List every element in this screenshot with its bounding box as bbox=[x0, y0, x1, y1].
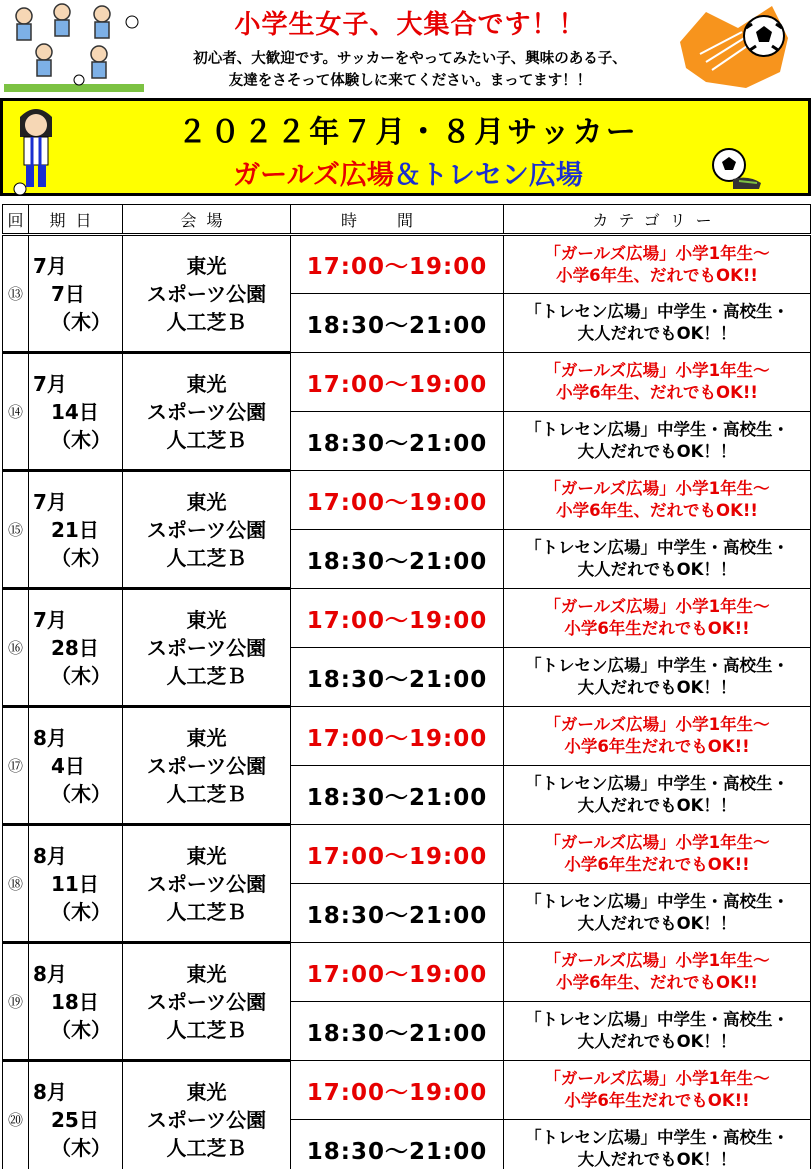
venue-cell bbox=[123, 1061, 291, 1169]
soccer-ball-illustration bbox=[676, 2, 798, 94]
venue-line-1: 東光 bbox=[186, 489, 227, 514]
venue-line-3: 人工芝Ｂ bbox=[166, 427, 247, 452]
time-tracen: 18:30～21:00 bbox=[291, 1002, 504, 1061]
venue-line-2: スポーツ公園 bbox=[146, 989, 267, 1014]
venue-line-1: 東光 bbox=[186, 1079, 227, 1104]
date-weekday: （木） bbox=[51, 427, 111, 452]
date-day: 11日 bbox=[51, 871, 99, 896]
venue-line-1: 東光 bbox=[186, 961, 227, 986]
time-girls: 17:00～19:00 bbox=[291, 707, 504, 766]
category-girls-line-2: 小学6年生だれでもOK!! bbox=[564, 619, 750, 638]
venue-line-1: 東光 bbox=[186, 253, 227, 278]
time-tracen: 18:30～21:00 bbox=[291, 766, 504, 825]
round-number: ⑯ bbox=[3, 589, 29, 707]
category-girls-line-1: 「ガールズ広場」小学1年生～ bbox=[544, 243, 770, 263]
category-tracen bbox=[504, 412, 811, 471]
venue-line-1: 東光 bbox=[186, 725, 227, 750]
category-girls-line-1: 「ガールズ広場」小学1年生～ bbox=[544, 833, 770, 852]
category-girls bbox=[504, 235, 811, 294]
venue-cell bbox=[123, 825, 291, 943]
date-cell bbox=[29, 235, 123, 353]
date-cell bbox=[29, 707, 123, 825]
title-banner bbox=[0, 98, 811, 196]
category-tracen bbox=[504, 530, 811, 589]
category-girls-line-1: 「ガールズ広場」小学1年生～ bbox=[544, 715, 770, 734]
headline: 小学生女子、大集合です！！ bbox=[234, 10, 586, 40]
time-tracen: 18:30～21:00 bbox=[291, 884, 504, 943]
time-girls: 17:00～19:00 bbox=[291, 235, 504, 294]
date-weekday: （木） bbox=[51, 1017, 111, 1042]
header-date: 期日 bbox=[29, 205, 123, 235]
category-girls-line-1: 「ガールズ広場」小学1年生～ bbox=[544, 361, 770, 380]
venue-line-3: 人工芝Ｂ bbox=[166, 309, 247, 334]
venue-line-1: 東光 bbox=[186, 371, 227, 396]
time-tracen: 18:30～21:00 bbox=[291, 648, 504, 707]
category-girls bbox=[504, 589, 811, 648]
category-tracen bbox=[504, 1002, 811, 1061]
table-row bbox=[3, 353, 811, 412]
category-girls-line-1: 「ガールズ広場」小学1年生～ bbox=[544, 951, 770, 970]
category-girls bbox=[504, 707, 811, 766]
date-day: 21日 bbox=[51, 517, 99, 542]
date-cell bbox=[29, 1061, 123, 1169]
schedule-table bbox=[2, 204, 811, 1169]
time-girls: 17:00～19:00 bbox=[291, 825, 504, 884]
category-tracen-line-2: 大人だれでもOK！！ bbox=[577, 560, 737, 579]
category-tracen bbox=[504, 884, 811, 943]
venue-line-2: スポーツ公園 bbox=[146, 871, 267, 896]
category-girls bbox=[504, 471, 811, 530]
date-weekday: （木） bbox=[51, 781, 111, 806]
table-row bbox=[3, 589, 811, 648]
category-girls bbox=[504, 943, 811, 1002]
category-tracen-line-2: 大人だれでもOK！！ bbox=[577, 678, 737, 697]
subtitle-amp: ＆ bbox=[393, 160, 421, 191]
time-girls: 17:00～19:00 bbox=[291, 943, 504, 1002]
table-row bbox=[3, 707, 811, 766]
date-day: 28日 bbox=[51, 635, 99, 660]
subtitle-tracen: トレセン広場 bbox=[420, 160, 583, 191]
venue-line-3: 人工芝Ｂ bbox=[166, 899, 247, 924]
date-weekday: （木） bbox=[51, 663, 111, 688]
date-month: 8月 bbox=[33, 843, 67, 868]
category-tracen-line-2: 大人だれでもOK！！ bbox=[577, 1150, 737, 1169]
venue-cell bbox=[123, 589, 291, 707]
category-girls-line-1: 「ガールズ広場」小学1年生～ bbox=[544, 597, 770, 616]
category-girls bbox=[504, 1061, 811, 1120]
date-day: 18日 bbox=[51, 989, 99, 1014]
round-number: ⑭ bbox=[3, 353, 29, 471]
time-girls: 17:00～19:00 bbox=[291, 589, 504, 648]
venue-line-1: 東光 bbox=[186, 607, 227, 632]
category-girls bbox=[504, 825, 811, 884]
banner-title: ２０２２年７月・８月サッカー bbox=[177, 115, 639, 150]
intro-line-1: 初心者、大歓迎です。サッカーをやってみたい子、興味のある子、 bbox=[193, 51, 627, 67]
date-day: 4日 bbox=[51, 753, 85, 778]
date-day: 14日 bbox=[51, 399, 99, 424]
date-weekday: （木） bbox=[51, 899, 111, 924]
venue-line-3: 人工芝Ｂ bbox=[166, 1135, 247, 1160]
venue-line-2: スポーツ公園 bbox=[146, 635, 267, 660]
category-tracen bbox=[504, 294, 811, 353]
venue-line-2: スポーツ公園 bbox=[146, 399, 267, 424]
date-month: 7月 bbox=[33, 253, 67, 278]
time-girls: 17:00～19:00 bbox=[291, 1061, 504, 1120]
category-girls-line-2: 小学6年生だれでもOK!! bbox=[564, 1091, 750, 1110]
category-girls-line-2: 小学6年生、だれでもOK!! bbox=[556, 265, 758, 285]
table-row bbox=[3, 235, 811, 294]
venue-line-3: 人工芝Ｂ bbox=[166, 1017, 247, 1042]
category-girls-line-1: 「ガールズ広場」小学1年生～ bbox=[544, 479, 770, 498]
intro-text bbox=[150, 48, 670, 92]
venue-line-2: スポーツ公園 bbox=[146, 517, 267, 542]
venue-cell bbox=[123, 943, 291, 1061]
time-girls: 17:00～19:00 bbox=[291, 353, 504, 412]
date-cell bbox=[29, 825, 123, 943]
category-tracen-line-2: 大人だれでもOK！！ bbox=[577, 324, 737, 343]
date-weekday: （木） bbox=[51, 545, 111, 570]
category-tracen-line-1: 「トレセン広場」中学生・高校生・ bbox=[525, 774, 789, 793]
subtitle-girls: ガールズ広場 bbox=[233, 160, 394, 191]
category-tracen-line-1: 「トレセン広場」中学生・高校生・ bbox=[525, 302, 789, 321]
intro-line-2: 友達をさそって体験しに来てください。まってます！！ bbox=[228, 73, 592, 89]
venue-line-2: スポーツ公園 bbox=[146, 281, 267, 306]
category-tracen-line-2: 大人だれでもOK！！ bbox=[577, 1032, 737, 1051]
round-number: ⑰ bbox=[3, 707, 29, 825]
round-number: ⑮ bbox=[3, 471, 29, 589]
date-cell bbox=[29, 353, 123, 471]
header bbox=[0, 0, 811, 98]
category-tracen-line-1: 「トレセン広場」中学生・高校生・ bbox=[525, 538, 789, 557]
category-girls-line-2: 小学6年生だれでもOK!! bbox=[564, 855, 750, 874]
date-cell bbox=[29, 471, 123, 589]
schedule-body bbox=[3, 235, 811, 1169]
date-day: 7日 bbox=[51, 281, 85, 306]
venue-line-3: 人工芝Ｂ bbox=[166, 781, 247, 806]
date-month: 7月 bbox=[33, 489, 67, 514]
banner-subtitle bbox=[83, 153, 733, 192]
category-tracen-line-1: 「トレセン広場」中学生・高校生・ bbox=[525, 892, 789, 911]
category-girls-line-2: 小学6年生、だれでもOK!! bbox=[556, 383, 758, 402]
category-girls bbox=[504, 353, 811, 412]
date-weekday: （木） bbox=[51, 1135, 111, 1160]
time-tracen: 18:30～21:00 bbox=[291, 530, 504, 589]
venue-cell bbox=[123, 471, 291, 589]
header-time: 時間 bbox=[291, 205, 504, 235]
venue-line-3: 人工芝Ｂ bbox=[166, 545, 247, 570]
date-cell bbox=[29, 589, 123, 707]
venue-cell bbox=[123, 353, 291, 471]
category-tracen-line-1: 「トレセン広場」中学生・高校生・ bbox=[525, 1128, 789, 1147]
category-tracen-line-1: 「トレセン広場」中学生・高校生・ bbox=[525, 1010, 789, 1029]
time-tracen: 18:30～21:00 bbox=[291, 412, 504, 471]
table-row bbox=[3, 943, 811, 1002]
table-row bbox=[3, 825, 811, 884]
header-round: 回 bbox=[3, 205, 29, 235]
category-tracen bbox=[504, 648, 811, 707]
time-tracen: 18:30～21:00 bbox=[291, 294, 504, 353]
venue-line-1: 東光 bbox=[186, 843, 227, 868]
category-girls-line-2: 小学6年生だれでもOK!! bbox=[564, 737, 750, 756]
date-month: 7月 bbox=[33, 371, 67, 396]
category-tracen-line-2: 大人だれでもOK！！ bbox=[577, 914, 737, 933]
header-category: カテゴリー bbox=[504, 205, 811, 235]
date-month: 8月 bbox=[33, 725, 67, 750]
category-girls-line-2: 小学6年生、だれでもOK!! bbox=[556, 973, 758, 992]
table-row bbox=[3, 1061, 811, 1120]
date-cell bbox=[29, 943, 123, 1061]
category-girls-line-1: 「ガールズ広場」小学1年生～ bbox=[544, 1069, 770, 1088]
date-month: 8月 bbox=[33, 961, 67, 986]
category-tracen-line-1: 「トレセン広場」中学生・高校生・ bbox=[525, 656, 789, 675]
venue-cell bbox=[123, 707, 291, 825]
venue-line-2: スポーツ公園 bbox=[146, 1107, 267, 1132]
round-number: ⑳ bbox=[3, 1061, 29, 1169]
round-number: ⑲ bbox=[3, 943, 29, 1061]
time-girls: 17:00～19:00 bbox=[291, 471, 504, 530]
time-tracen: 18:30～21:00 bbox=[291, 1120, 504, 1169]
venue-line-2: スポーツ公園 bbox=[146, 753, 267, 778]
kids-playing-soccer-illustration bbox=[4, 2, 144, 94]
category-girls-line-2: 小学6年生、だれでもOK!! bbox=[556, 501, 758, 520]
round-number: ⑬ bbox=[3, 235, 29, 353]
category-tracen bbox=[504, 766, 811, 825]
header-venue: 会場 bbox=[123, 205, 291, 235]
round-number: ⑱ bbox=[3, 825, 29, 943]
category-tracen bbox=[504, 1120, 811, 1169]
date-month: 7月 bbox=[33, 607, 67, 632]
date-month: 8月 bbox=[33, 1079, 67, 1104]
table-row bbox=[3, 471, 811, 530]
venue-cell bbox=[123, 235, 291, 353]
date-day: 25日 bbox=[51, 1107, 99, 1132]
category-tracen-line-1: 「トレセン広場」中学生・高校生・ bbox=[525, 420, 789, 439]
date-weekday: （木） bbox=[51, 309, 111, 334]
venue-line-3: 人工芝Ｂ bbox=[166, 663, 247, 688]
table-header-row bbox=[3, 205, 811, 235]
soccer-ball-icon bbox=[709, 145, 763, 189]
category-tracen-line-2: 大人だれでもOK！！ bbox=[577, 796, 737, 815]
girl-soccer-mascot-illustration bbox=[6, 103, 66, 195]
category-tracen-line-2: 大人だれでもOK！！ bbox=[577, 442, 737, 461]
